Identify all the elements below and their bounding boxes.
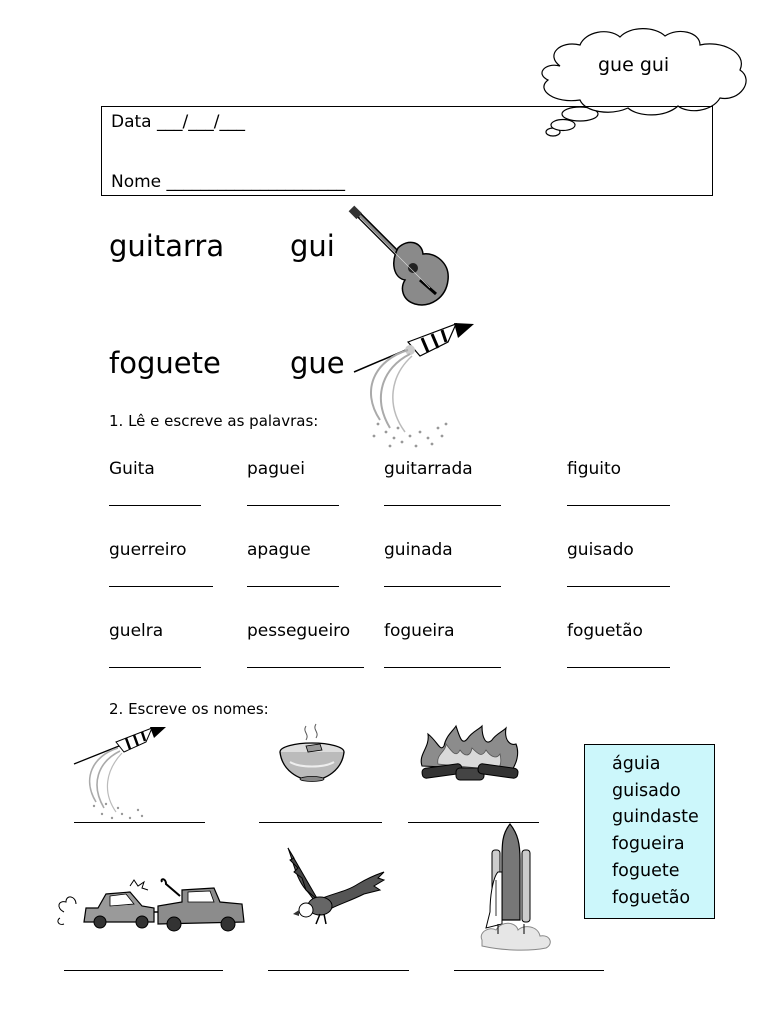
answer-line[interactable] xyxy=(384,505,501,506)
word-guitarrada: guitarrada xyxy=(384,459,473,479)
word-bank-box xyxy=(584,744,715,919)
date-field[interactable]: Data ___/___/___ xyxy=(111,112,245,132)
word-guisado: guisado xyxy=(567,540,634,560)
header-box xyxy=(101,106,713,196)
word-bank-aguia: águia xyxy=(612,754,661,774)
firework-rocket-icon xyxy=(350,320,480,455)
eagle-icon xyxy=(284,844,388,926)
word-paguei: paguei xyxy=(247,459,305,479)
word-figuito: figuito xyxy=(567,459,622,479)
answer-line[interactable] xyxy=(567,505,670,506)
word-bank-guindaste: guindaste xyxy=(612,807,699,828)
bonfire-icon xyxy=(416,724,522,786)
exercise1-title: 1. Lê e escreve as palavras: xyxy=(109,412,319,430)
answer-line[interactable] xyxy=(64,970,223,971)
answer-line[interactable] xyxy=(259,822,382,823)
tow-truck-icon xyxy=(54,878,248,936)
example-syllable-gui: gui xyxy=(290,229,335,263)
word-bank-fogueira: fogueira xyxy=(612,834,685,855)
word-apague: apague xyxy=(247,540,311,560)
stew-bowl-icon xyxy=(276,722,348,784)
firework-rocket-icon xyxy=(72,724,172,824)
space-shuttle-icon xyxy=(476,820,558,952)
example-word-guitarra: guitarra xyxy=(109,229,225,263)
word-pessegueiro: pessegueiro xyxy=(247,621,351,641)
example-syllable-gue: gue xyxy=(290,346,345,380)
answer-line[interactable] xyxy=(247,586,339,587)
word-guerreiro: guerreiro xyxy=(109,540,187,560)
word-bank-foguete: foguete xyxy=(612,860,680,881)
answer-line[interactable] xyxy=(109,586,213,587)
name-field[interactable]: Nome _____________________ xyxy=(111,172,346,192)
word-guinada: guinada xyxy=(384,540,453,560)
answer-line[interactable] xyxy=(384,667,501,668)
word-guelra: guelra xyxy=(109,621,164,641)
answer-line[interactable] xyxy=(109,667,201,668)
answer-line[interactable] xyxy=(247,667,364,668)
answer-line[interactable] xyxy=(567,667,670,668)
word-fogueira: fogueira xyxy=(384,621,455,641)
example-word-foguete: foguete xyxy=(109,346,221,380)
word-bank-guisado: guisado xyxy=(612,780,681,801)
word-bank-foguetao: foguetão xyxy=(612,887,691,908)
guitar-icon xyxy=(350,208,455,310)
answer-line[interactable] xyxy=(268,970,409,971)
answer-line[interactable] xyxy=(454,970,604,971)
answer-line[interactable] xyxy=(74,822,205,823)
word-guita: Guita xyxy=(109,459,155,479)
exercise2-title: 2. Escreve os nomes: xyxy=(109,700,269,718)
answer-line[interactable] xyxy=(109,505,201,506)
answer-line[interactable] xyxy=(384,586,501,587)
answer-line[interactable] xyxy=(247,505,339,506)
answer-line[interactable] xyxy=(567,586,670,587)
cloud-text: gue gui xyxy=(598,54,670,76)
word-foguetao: foguetão xyxy=(567,621,643,641)
